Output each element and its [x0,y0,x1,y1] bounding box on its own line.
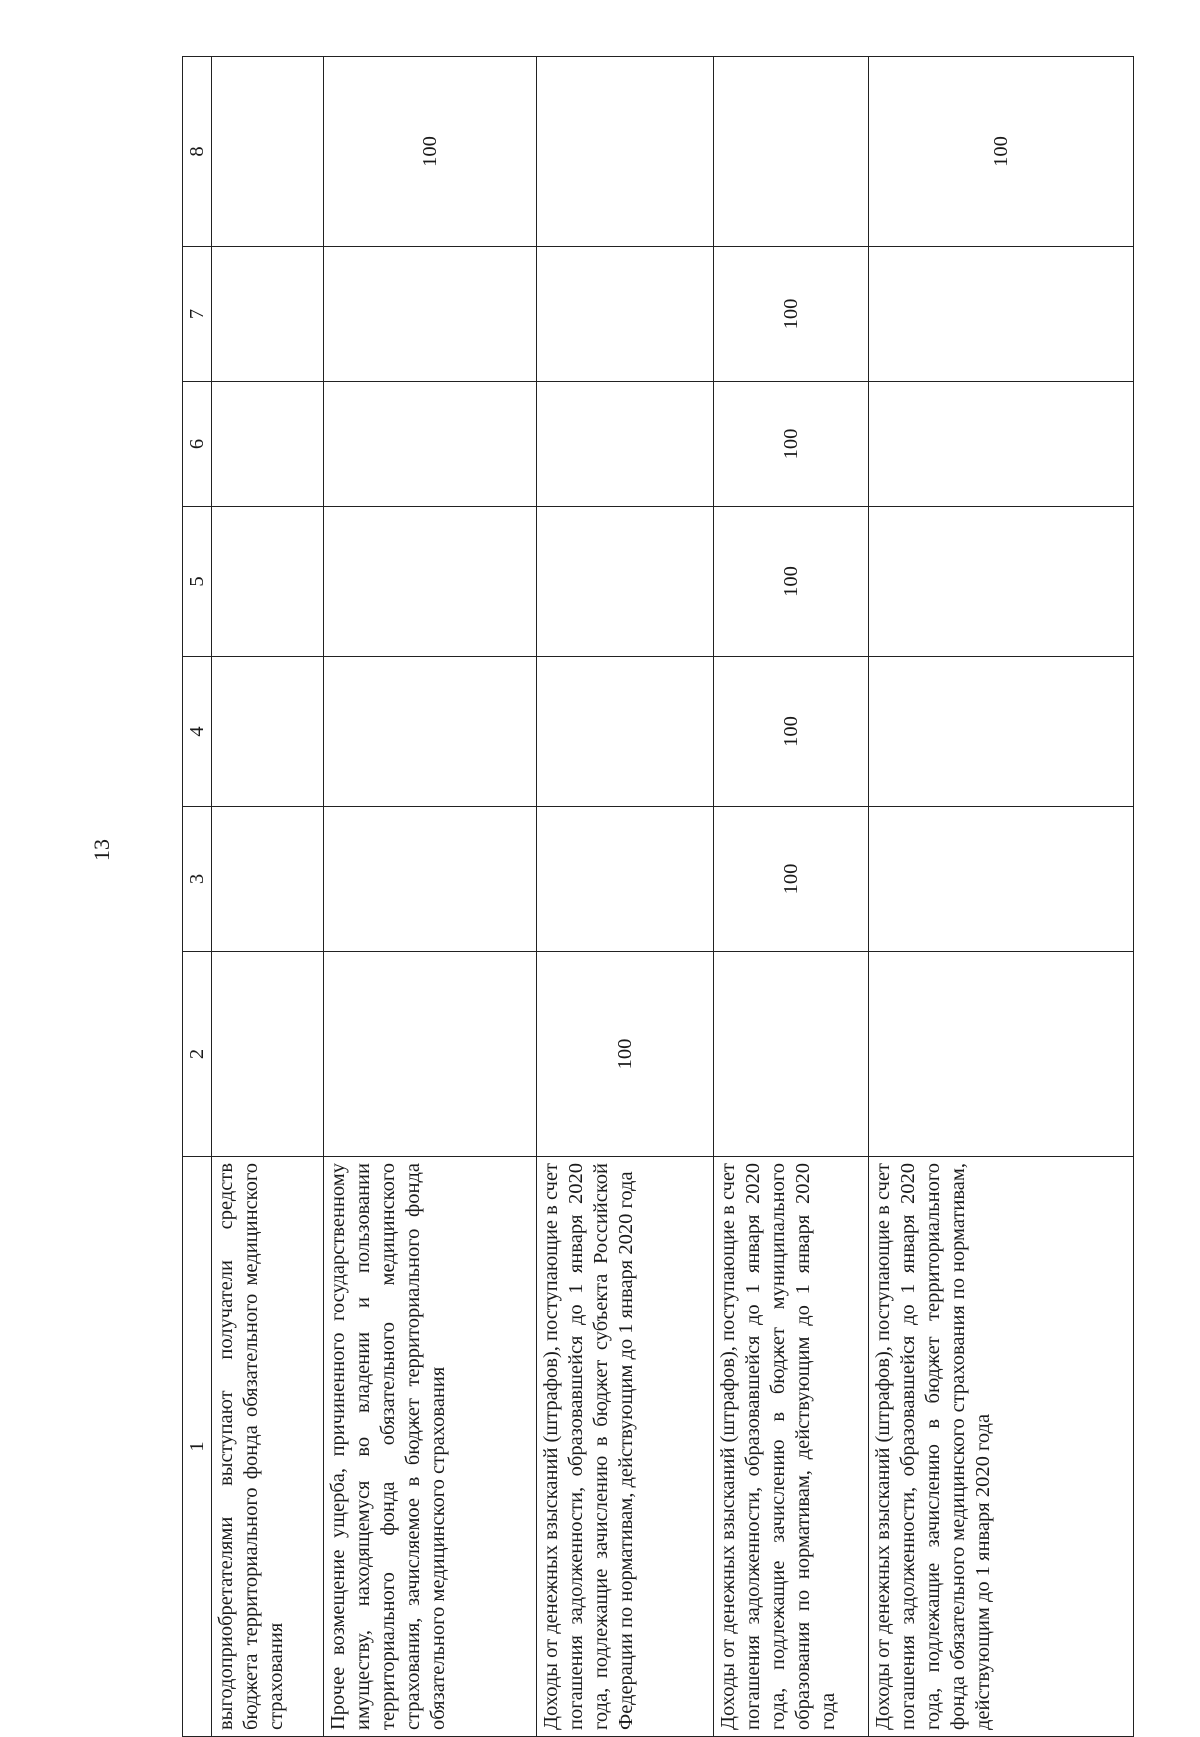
table-row [869,57,1134,1737]
value-cell: 100 [714,382,869,507]
value-cell: 100 [714,657,869,807]
value-cell [869,247,1134,382]
income-description: выгодоприобретателями выступают получатели средств бюджета территориального фонда обязательного медицинского страхования [212,1157,324,1737]
value-cell [869,507,1134,657]
value-cell [869,952,1134,1157]
value-cell [212,382,324,507]
value-cell [537,657,714,807]
value-cell: 100 [714,247,869,382]
table-row [324,57,537,1737]
income-description: Доходы от денежных взысканий (штрафов), поступающие в счет погашения задолженности, образовавшейся до 1 января 2020 года, подлежащие зачислению в бюджет муниципального образования по нормативам, действующим до 1 января 2020 года [714,1157,869,1737]
value-cell [324,247,537,382]
value-cell [537,247,714,382]
value-cell [212,657,324,807]
column-header: 8 [183,57,212,247]
value-cell [212,507,324,657]
column-header: 7 [183,247,212,382]
table-row [537,57,714,1737]
value-cell [324,952,537,1157]
value-cell [212,952,324,1157]
value-cell: 100 [714,507,869,657]
value-cell [212,807,324,952]
value-cell [324,807,537,952]
value-cell [212,57,324,247]
table-row [714,57,869,1737]
value-cell: 100 [714,807,869,952]
header-row [183,57,212,1737]
income-description: Прочее возмещение ущерба, причиненного государственному имуществу, находящемуся во владении и пользовании территориального фонда обязательного медицинского страхования, зачисляемое в бюджет территориального фонда обязательного медицинского страхования [324,1157,537,1737]
income-description: Доходы от денежных взысканий (штрафов), поступающие в счет погашения задолженности, образовавшейся до 1 января 2020 года, подлежащие зачислению в бюджет территориального фонда обязательного медицинского страхования по нормативам, действующим до 1 января 2020 года [869,1157,1134,1737]
value-cell [869,382,1134,507]
distribution-table-container [182,57,1132,1737]
column-header: 1 [183,1157,212,1737]
value-cell [324,657,537,807]
value-cell [714,952,869,1157]
value-cell [869,657,1134,807]
income-description: Доходы от денежных взысканий (штрафов), поступающие в счет погашения задолженности, образовавшейся до 1 января 2020 года, подлежащие зачислению в бюджет субъекта Российской Федерации по нормативам, действующим до 1 января 2020 года [537,1157,714,1737]
value-cell: 100 [324,57,537,247]
value-cell [537,382,714,507]
value-cell [537,507,714,657]
column-header: 5 [183,507,212,657]
table-row [212,57,324,1737]
value-cell [324,507,537,657]
value-cell [537,57,714,247]
rotated-table-frame [182,57,1132,1737]
value-cell [537,807,714,952]
value-cell [714,57,869,247]
page-number: 13 [89,839,114,861]
column-header: 2 [183,952,212,1157]
value-cell [324,382,537,507]
value-cell: 100 [537,952,714,1157]
column-header: 4 [183,657,212,807]
value-cell: 100 [869,57,1134,247]
distribution-table [182,56,1134,1737]
value-cell [212,247,324,382]
column-header: 3 [183,807,212,952]
value-cell [869,807,1134,952]
column-header: 6 [183,382,212,507]
